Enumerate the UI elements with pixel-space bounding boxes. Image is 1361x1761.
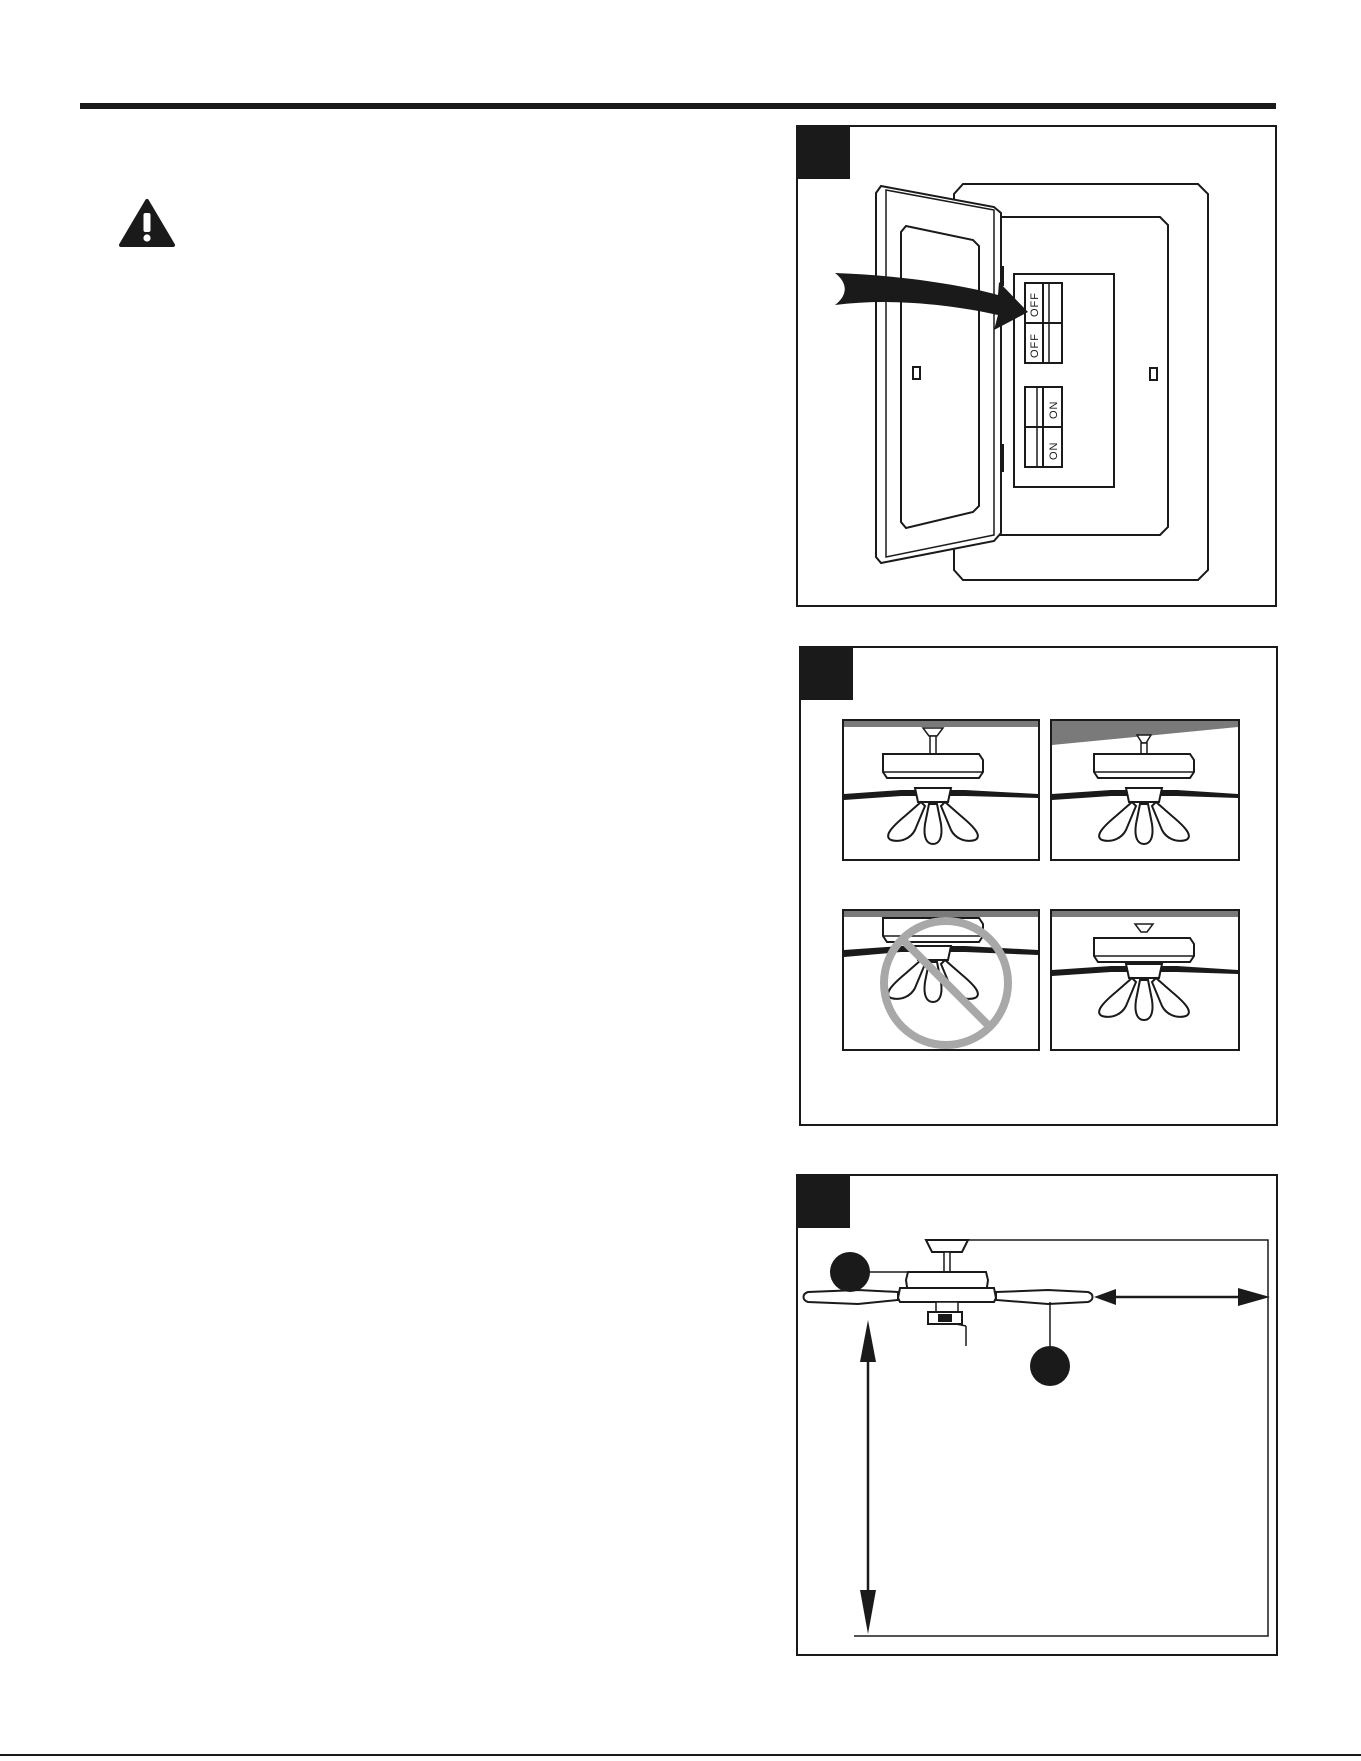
figure-breaker-panel	[796, 125, 1277, 607]
wall-clearance-arrow	[1094, 1288, 1270, 1306]
floor-clearance-arrow	[860, 1320, 876, 1634]
figure-clearance	[796, 1174, 1278, 1656]
figure-mounting-examples	[799, 646, 1278, 1126]
top-rule	[80, 103, 1276, 109]
warning-triangle-icon	[118, 198, 176, 248]
breaker-label-on-bottom: ON	[1048, 441, 1060, 460]
bottom-rule	[0, 1754, 1361, 1756]
breaker-on-group	[1025, 387, 1062, 467]
mount-example-low-profile	[1051, 910, 1239, 1050]
callout-a-marker	[830, 1252, 870, 1292]
callout-b-marker	[1030, 1346, 1070, 1386]
breaker-label-on-top: ON	[1048, 400, 1060, 419]
clearance-illustration	[798, 1176, 1276, 1654]
breaker-label-off-top: OFF	[1029, 292, 1041, 317]
mount-example-incorrect	[843, 910, 1039, 1050]
mounting-examples-illustration	[801, 648, 1276, 1124]
mount-example-sloped	[1051, 720, 1239, 860]
mount-example-standard	[843, 720, 1039, 860]
breaker-panel-illustration	[798, 127, 1275, 605]
breaker-label-off-bottom: OFF	[1029, 333, 1041, 358]
breaker-off-group	[1025, 283, 1062, 363]
